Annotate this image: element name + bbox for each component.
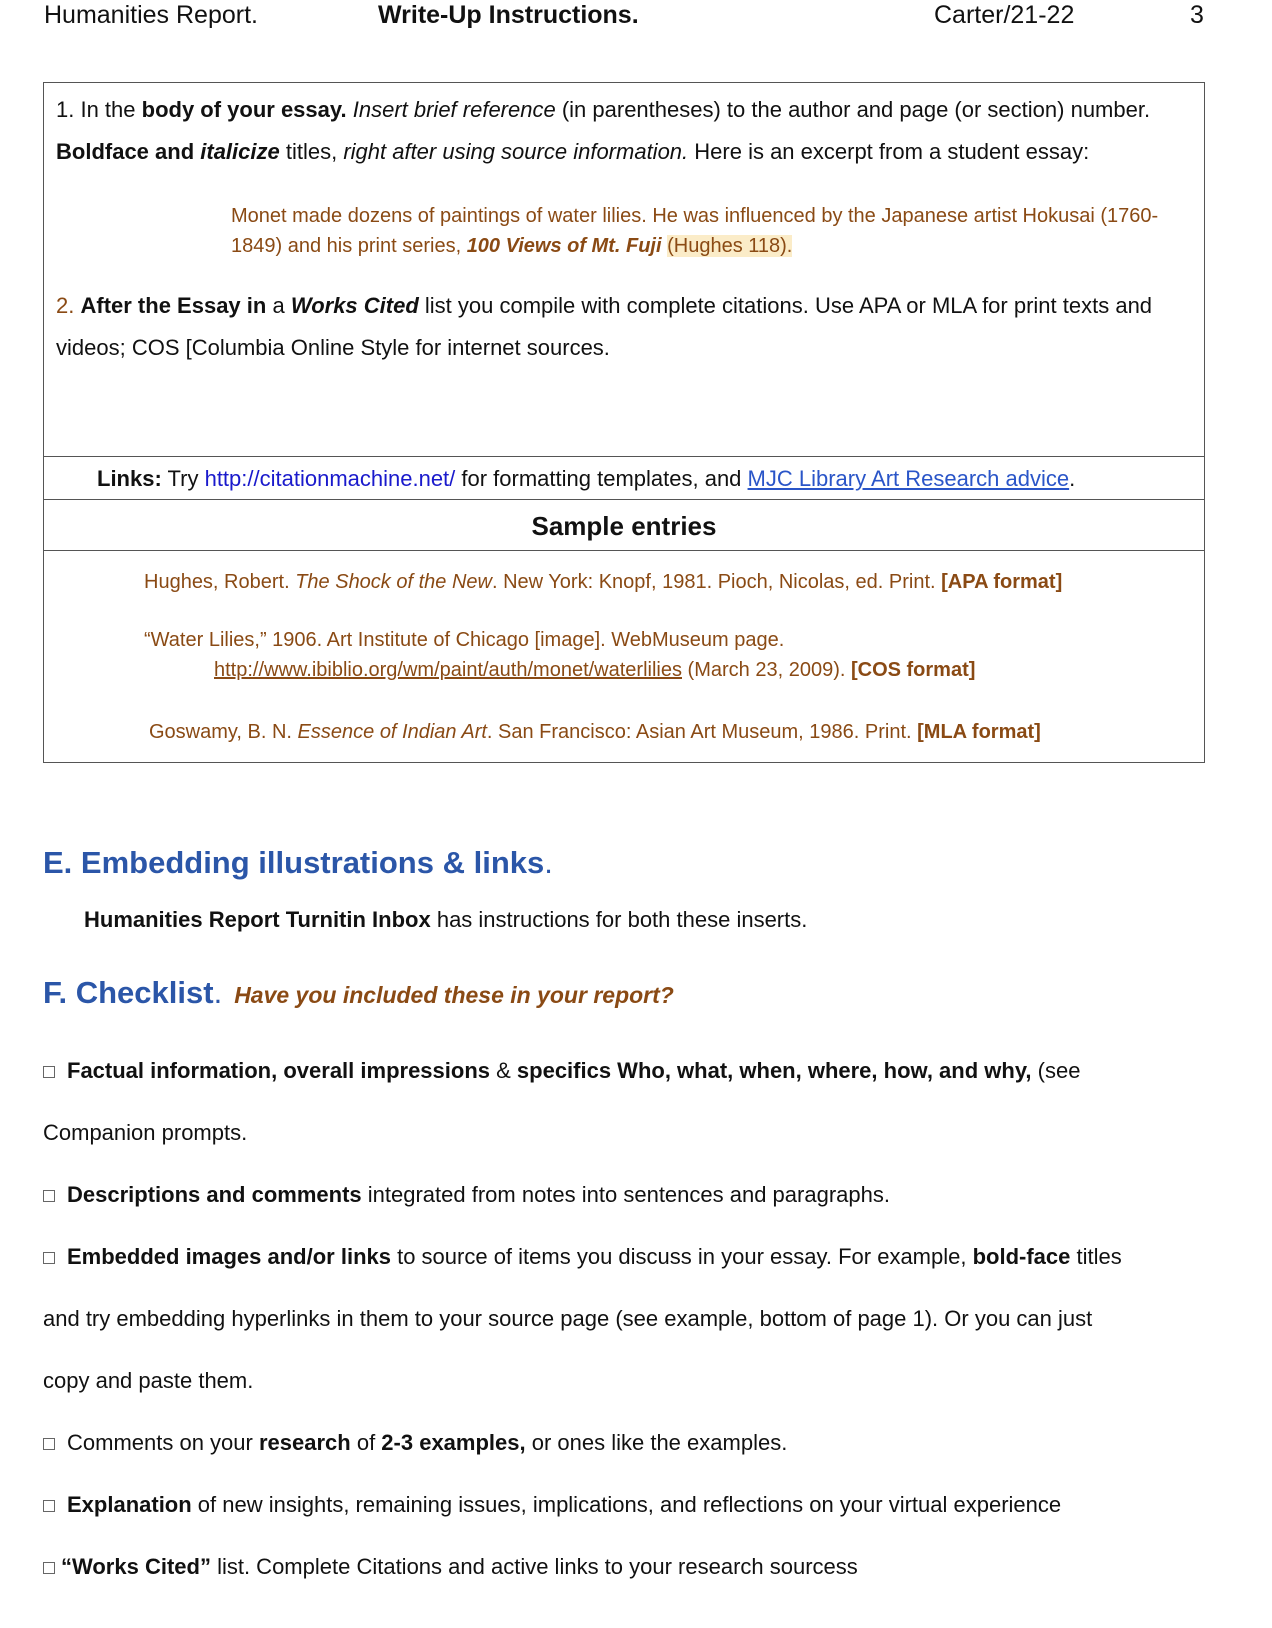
checkbox-icon[interactable]	[43, 1438, 55, 1450]
instruction-1	[56, 89, 1192, 173]
check-5-text: of new insights, remaining issues, implications, and reflections on your virtual experience	[191, 1492, 1062, 1517]
instruction-2-text: list you compile with complete citations. Use APA or MLA for print texts and videos; COS [Columbia Online Style for internet sources.	[56, 293, 1153, 360]
check-5-bold: Explanation	[67, 1492, 192, 1517]
checkbox-icon[interactable]	[43, 1190, 55, 1202]
links-text: Try	[161, 466, 205, 491]
instruction-1-italic: Insert brief reference	[352, 97, 556, 122]
section-e-heading	[43, 845, 553, 881]
check-6-text: list. Complete Citations and active links to your research sourcess	[210, 1554, 858, 1579]
checklist-item-cont: and try embedding hyperlinks in them to your source page (see example, bottom of page 1). Or you can just	[43, 1306, 1093, 1331]
entry-mla	[149, 717, 1041, 747]
check-3-bold: Embedded images and/or links	[67, 1244, 391, 1269]
header-title: Write-Up Instructions.	[378, 1, 639, 29]
links-period: .	[1069, 466, 1076, 491]
check-4-of: of	[350, 1430, 382, 1455]
excerpt-title: 100 Views of Mt. Fuji	[466, 235, 662, 257]
links-text2: for formatting templates, and	[455, 466, 748, 491]
section-e-text	[84, 905, 807, 935]
checklist-item	[43, 1056, 1233, 1086]
checklist-item	[43, 1180, 1233, 1210]
entry-cos-date: (March 23, 2009).	[682, 659, 851, 681]
check-1-see: (see	[1031, 1058, 1081, 1083]
instruction-2-num: 2.	[56, 293, 75, 318]
links-label: Links:	[97, 466, 162, 491]
section-f-subtitle: Have you included these in your report?	[234, 982, 674, 1008]
check-3-bold2: bold-face	[972, 1244, 1071, 1269]
instruction-1-italic2: right after using source information.	[343, 139, 689, 164]
check-6-bold: “Works Cited”	[61, 1554, 211, 1579]
instruction-1-text2: titles,	[279, 139, 344, 164]
excerpt-text: Monet made dozens of paintings of water lilies. He was influenced by the Japanese artist Hokusai (1760-1849) and his print series,	[231, 205, 1159, 257]
mjc-library-link[interactable]: MJC Library Art Research advice	[747, 466, 1070, 491]
excerpt-quote	[231, 201, 1161, 261]
check-4-rest: or ones like the examples.	[525, 1430, 788, 1455]
entry-mla-title: Essence of Indian Art	[297, 721, 487, 743]
section-e-bold: Humanities Report Turnitin Inbox	[84, 907, 431, 932]
instruction-1-bold2: Boldface and	[56, 139, 201, 164]
instruction-1-text: (in parentheses) to the author and page (or section) number.	[555, 97, 1151, 122]
checklist-item	[43, 1428, 1233, 1458]
entry-cos-url[interactable]: http://www.ibiblio.org/wm/paint/auth/monet/waterlilies	[214, 659, 682, 681]
instruction-1-bold: body of your essay.	[141, 97, 347, 122]
checkbox-icon[interactable]	[43, 1066, 55, 1078]
checklist-item	[43, 1490, 1233, 1520]
check-1-bold2: specifics Who, what, when, where, how, and why,	[516, 1058, 1032, 1083]
entry-apa-text: . New York: Knopf, 1981. Pioch, Nicolas, ed. Print.	[491, 571, 942, 593]
check-4-bold: research	[258, 1430, 351, 1455]
checklist-item	[43, 1242, 1233, 1272]
check-4-text: Comments on your	[67, 1430, 259, 1455]
check-3-text: to source of items you discuss in your essay. For example,	[390, 1244, 973, 1269]
entry-cos-format: [COS format]	[850, 659, 976, 681]
section-e-rest: has instructions for both these inserts.	[430, 907, 808, 932]
citationmachine-link[interactable]: http://citationmachine.net/	[204, 466, 456, 491]
entry-apa-author: Hughes, Robert.	[144, 571, 296, 593]
entry-apa-title: The Shock of the New	[295, 571, 492, 593]
section-f-dot: .	[213, 975, 223, 1010]
sample-entries-heading: Sample entries	[531, 511, 717, 541]
sample-heading-row	[43, 499, 1205, 551]
checklist-item-cont: Companion prompts.	[43, 1120, 248, 1145]
section-e-dot: .	[544, 845, 553, 880]
excerpt-citation: (Hughes 118).	[667, 235, 793, 257]
section-f-heading	[43, 975, 674, 1011]
header-left: Humanities Report.	[44, 1, 258, 29]
section-f-title: F. Checklist	[43, 975, 214, 1010]
instruction-2	[56, 285, 1192, 369]
check-3-titles: titles	[1070, 1244, 1122, 1269]
entry-apa	[144, 567, 1062, 597]
entry-mla-text: . San Francisco: Asian Art Museum, 1986. Print.	[486, 721, 918, 743]
instruction-2-a: a	[272, 293, 285, 318]
instruction-2-works-cited: Works Cited	[290, 293, 419, 318]
instructions-box	[43, 82, 1205, 457]
check-1-bold: Factual information, overall impressions	[67, 1058, 490, 1083]
entry-cos-line2	[214, 655, 975, 685]
section-e-title: E. Embedding illustrations & links	[43, 845, 545, 880]
instruction-1-text3: Here is an excerpt from a student essay:	[688, 139, 1090, 164]
checkbox-icon[interactable]	[43, 1500, 55, 1512]
page-number: 3	[1190, 1, 1204, 29]
entry-mla-author: Goswamy, B. N.	[149, 721, 298, 743]
instruction-1-bolditalic: italicize	[200, 139, 280, 164]
check-2-bold: Descriptions and comments	[67, 1182, 362, 1207]
instruction-1-num: 1. In the	[56, 97, 142, 122]
entry-apa-format: [APA format]	[941, 571, 1063, 593]
checklist-item	[43, 1552, 1233, 1582]
instruction-2-bold: After the Essay in	[80, 293, 267, 318]
entry-cos: “Water Lilies,” 1906. Art Institute of Chicago [image]. WebMuseum page.	[144, 629, 785, 651]
links-row	[43, 456, 1205, 500]
checkbox-icon[interactable]	[43, 1252, 55, 1264]
check-4-bold2: 2-3 examples,	[381, 1430, 526, 1455]
header-author: Carter/21-22	[934, 1, 1075, 29]
check-2-text: integrated from notes into sentences and paragraphs.	[361, 1182, 890, 1207]
checkbox-icon[interactable]	[43, 1562, 55, 1574]
sample-entries-box	[43, 550, 1205, 763]
check-1-amp: &	[490, 1058, 517, 1083]
entry-mla-format: [MLA format]	[917, 721, 1041, 743]
checklist-item-cont: copy and paste them.	[43, 1368, 254, 1393]
